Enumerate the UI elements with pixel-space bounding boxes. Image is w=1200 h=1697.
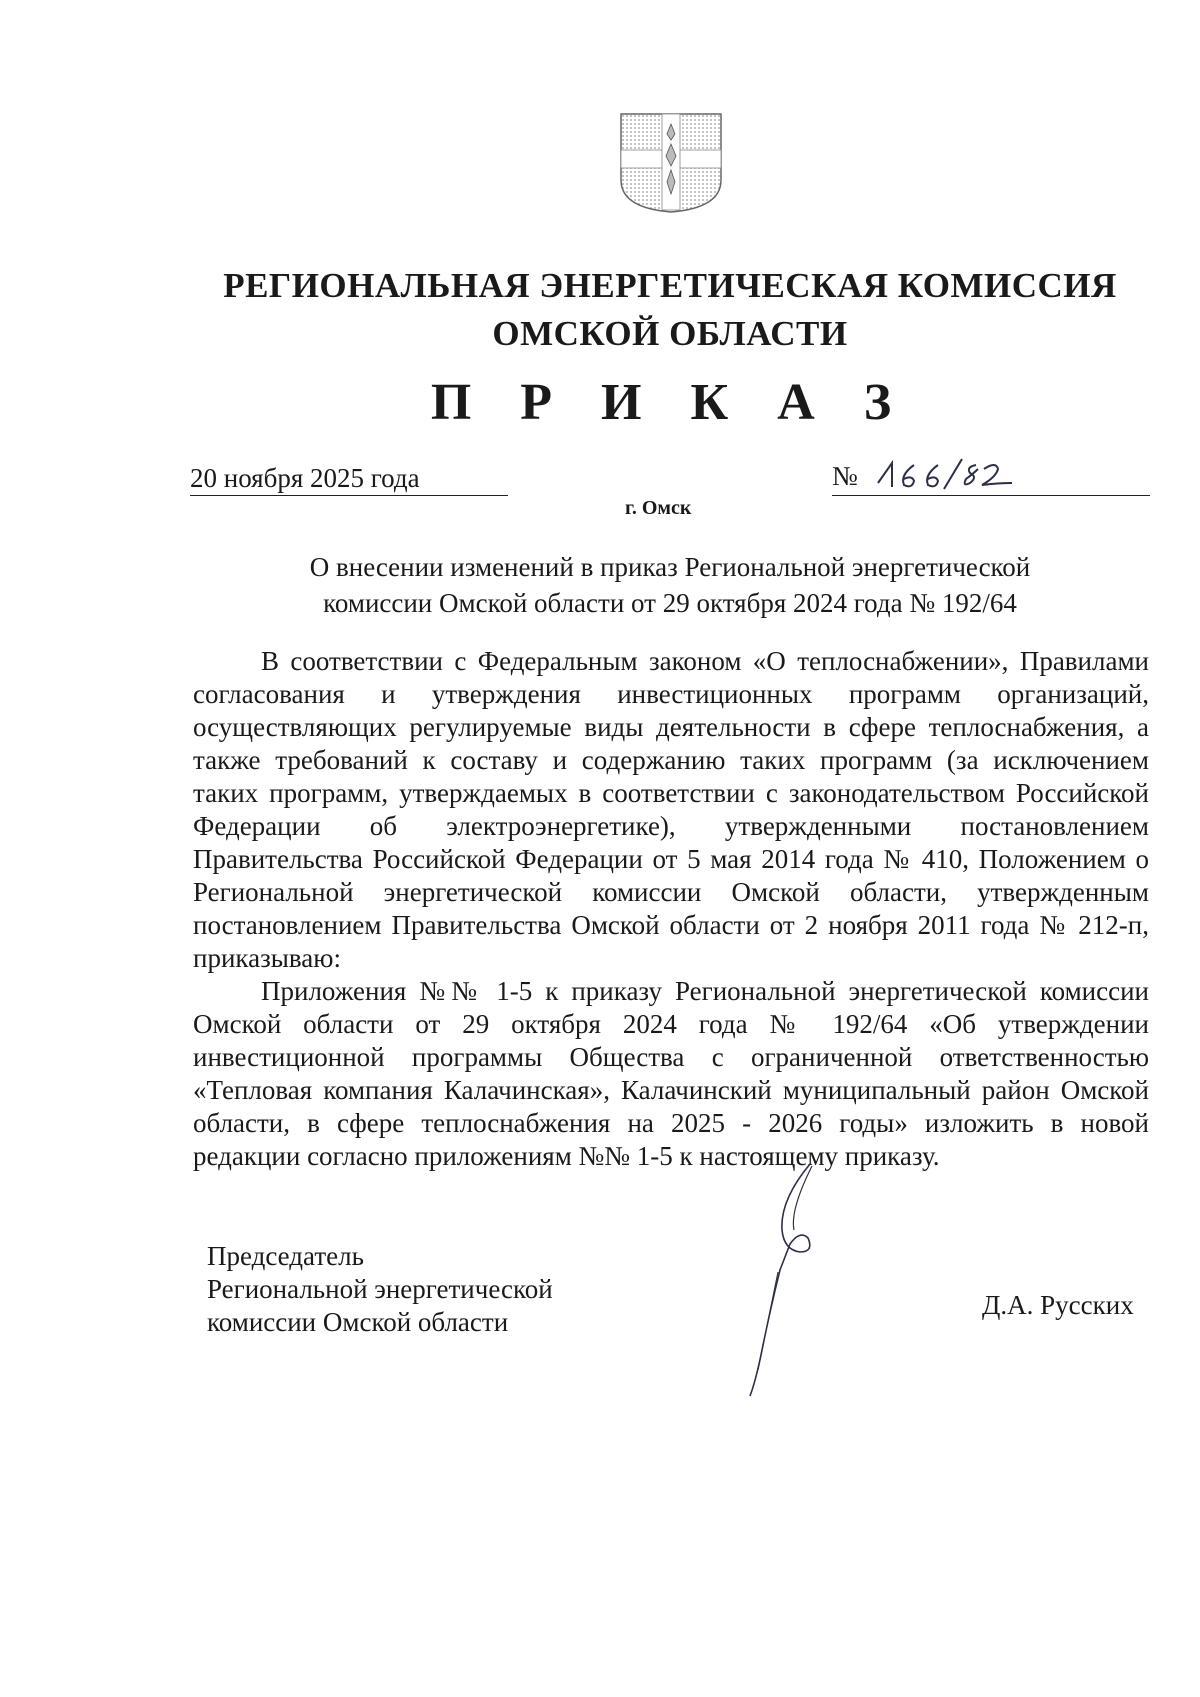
order-subject — [260, 549, 1080, 621]
handwritten-order-number — [870, 453, 1020, 495]
order-number-field — [832, 461, 1150, 496]
order-body — [193, 645, 1149, 1173]
city-label: г. Омск — [625, 497, 692, 519]
organization-title — [0, 262, 1200, 358]
coat-of-arms-icon — [617, 110, 725, 214]
number-label: № — [832, 461, 858, 491]
signatory-title-line2: Региональной энергетической — [207, 1274, 553, 1304]
subject-line1: О внесении изменений в приказ Региональной энергетической — [309, 552, 1031, 582]
organization-title-line1: РЕГИОНАЛЬНАЯ ЭНЕРГЕТИЧЕСКАЯ КОМИССИЯ — [223, 266, 1117, 305]
signatory-title-line1: Председатель — [207, 1241, 364, 1271]
organization-title-line2: ОМСКОЙ ОБЛАСТИ — [492, 314, 848, 353]
body-paragraph-1: В соответствии с Федеральным законом «О теплоснабжении», Правилами согласования и утверждения инвестиционных программ организаций, осуществляющих регулируемые виды деятельности в сфере теплоснабжения, а также требований к составу и содержанию таких программ (за исключением таких программ, утверждаемых в соответствии с законодательством Российской Федерации об электроэнергетике), утвержденными постановлением Правительства Российской Федерации от 5 мая 2014 года № 410, Положением о Региональной энергетической комиссии Омской области, утвержденным постановлением Правительства Омской области от 2 ноября 2011 года № 212-п, приказываю: — [193, 646, 1149, 973]
signatory-title — [207, 1240, 627, 1339]
subject-line2: комиссии Омской области от 29 октября 2024 года № 192/64 — [323, 588, 1017, 618]
document-type-title: П Р И К А З — [430, 374, 910, 431]
signatory-title-line3: комиссии Омской области — [207, 1307, 509, 1337]
body-paragraph-2: Приложения №№ 1-5 к приказу Региональной энергетической комиссии Омской области от 29 октября 2024 года № 192/64 «Об утверждении инвестиционной программы Общества с ограниченной ответственностью «Тепловая компания Калачинская», Калачинский муниципальный район Омской области, в сфере теплоснабжения на 2025 - 2026 годы» изложить в новой редакции согласно приложениям №№ 1-5 к настоящему приказу. — [193, 976, 1149, 1171]
order-date: 20 ноября 2025 года — [190, 463, 508, 496]
signatory-name: Д.А. Русских — [982, 1290, 1134, 1320]
handwritten-signature — [720, 1160, 850, 1400]
